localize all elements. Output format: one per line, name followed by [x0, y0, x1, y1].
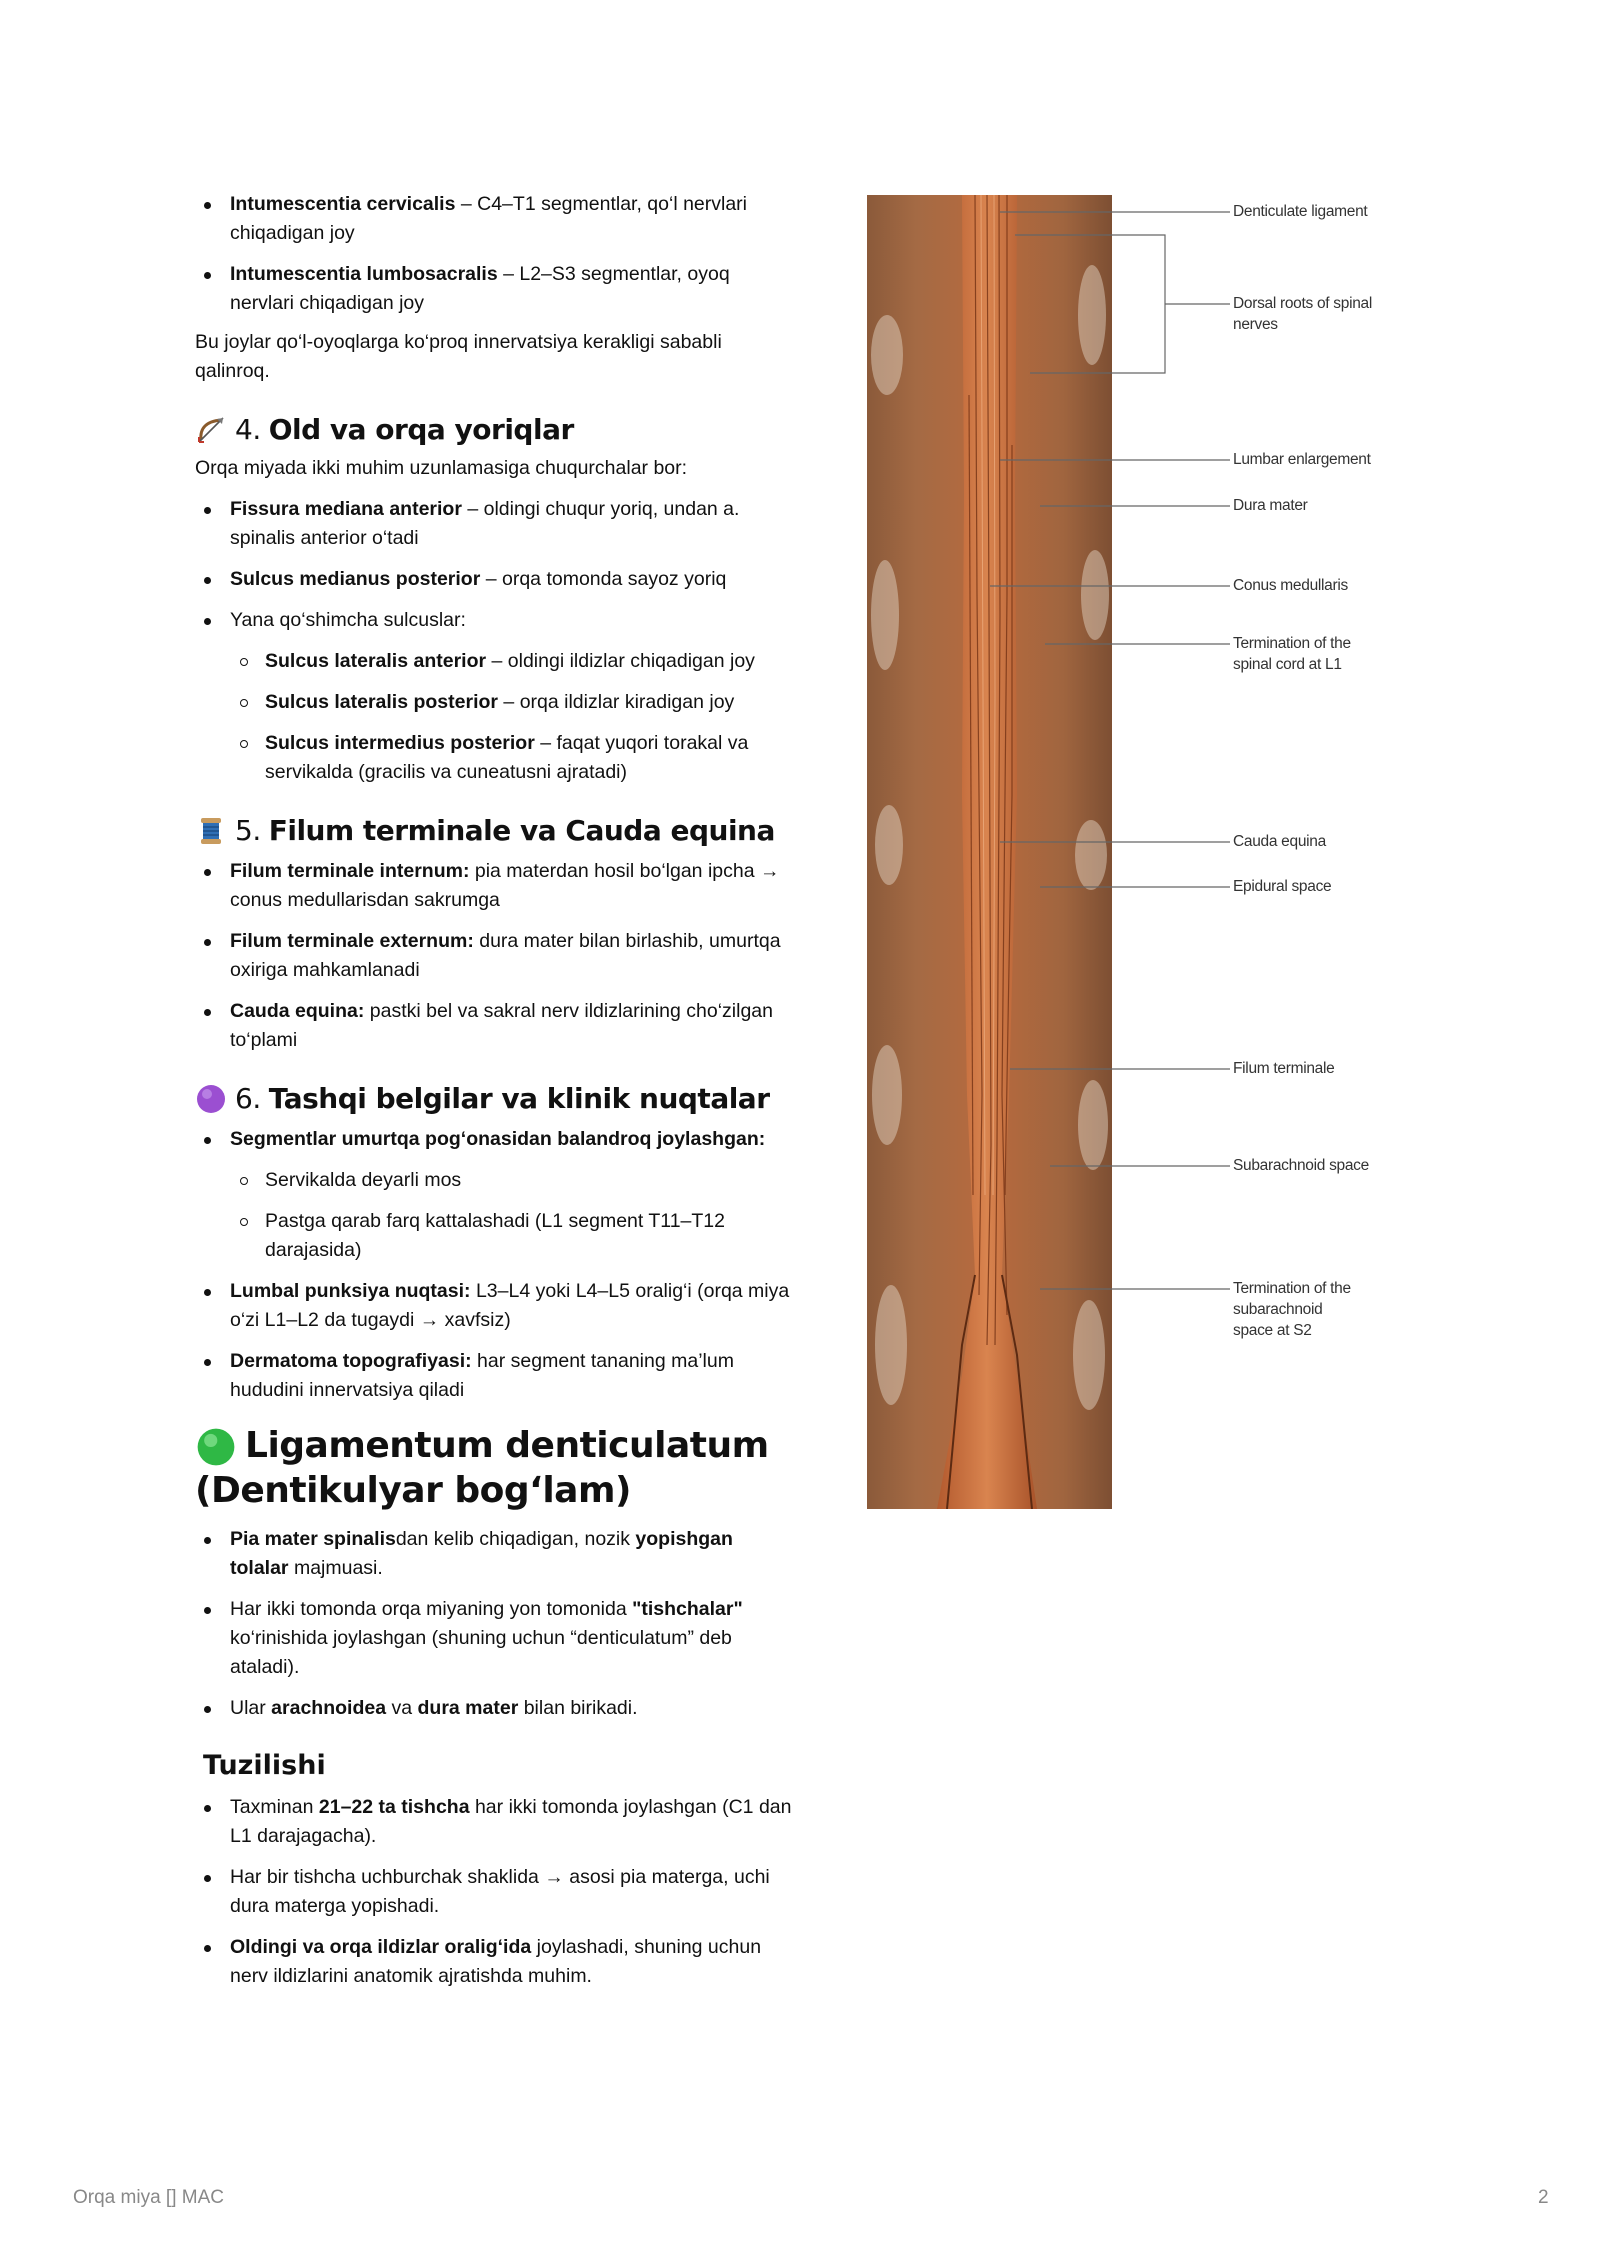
footer-title: Orqa miya [] MAC: [73, 2187, 224, 2208]
section-6-heading: 6. Tashqi belgilar va klinik nuqtalar: [195, 1081, 795, 1117]
green-circle-icon: [195, 1426, 237, 1468]
list-item: Yana qo‘shimcha sulcuslar: Sulcus lateralis anterior – oldingi ildizlar chiqadigan joy Sulcus lateralis posterior – orqa ildizlar kiradigan joy Sulcus intermedius posterior – faqat yuqori torakal va servikalda (gracilis va cuneatusni ajratadi): [195, 606, 795, 787]
ligament-list: [195, 1525, 795, 1723]
section-6-list: [195, 1125, 795, 1405]
list-item: Taxminan 21–22 ta tishcha har ikki tomonda joylashgan (C1 dan L1 darajagacha).: [195, 1793, 795, 1851]
sub-list-item: Sulcus intermedius posterior – faqat yuqori torakal va servikalda (gracilis va cuneatusni ajratadi): [230, 729, 795, 787]
list-item: Sulcus medianus posterior – orqa tomonda sayoz yoriq: [195, 565, 795, 594]
enlargements-list: [195, 190, 795, 318]
figure-leader-lines: [960, 195, 1230, 1315]
label-cauda-equina: Cauda equina: [1233, 833, 1326, 850]
section-5-list: [195, 857, 795, 1055]
label-denticulate-ligament: Denticulate ligament: [1233, 203, 1368, 220]
list-item: Intumescentia cervicalis – C4–T1 segmentlar, qo‘l nervlari chiqadigan joy: [195, 190, 795, 248]
list-item: Filum terminale internum: pia materdan hosil bo‘lgan ipcha → conus medullarisdan sakrumga: [195, 857, 795, 915]
label-dorsal-roots: Dorsal roots of spinal nerves: [1233, 295, 1372, 333]
structure-list: [195, 1793, 795, 1991]
section-5-heading: 5. Filum terminale va Cauda equina: [195, 813, 795, 849]
list-item: Lumbal punksiya nuqtasi: L3–L4 yoki L4–L5 oralig‘i (orqa miya o‘zi L1–L2 da tugaydi → xavfsiz): [195, 1277, 795, 1335]
list-item: Segmentlar umurtqa pog‘onasidan balandroq joylashgan: Servikalda deyarli mos Pastga qarab farq kattalashadi (L1 segment T11–T12 darajasida): [195, 1125, 795, 1265]
enlargements-note: Bu joylar qo‘l-oyoqlarga ko‘proq innervatsiya kerakligi sababli qalinroq.: [195, 331, 722, 382]
list-item: Intumescentia lumbosacralis – L2–S3 segmentlar, oyoq nervlari chiqadigan joy: [195, 260, 795, 318]
list-item: Ular arachnoidea va dura mater bilan birikadi.: [195, 1694, 795, 1723]
label-conus-medullaris: Conus medullaris: [1233, 577, 1348, 594]
sub-list-item: Pastga qarab farq kattalashadi (L1 segment T11–T12 darajasida): [230, 1207, 795, 1265]
label-dura-mater: Dura mater: [1233, 497, 1308, 514]
main-content: [195, 190, 795, 2003]
list-item: Har ikki tomonda orqa miyaning yon tomonida "tishchalar" ko‘rinishida joylashgan (shuning uchun “denticulatum” deb ataladi).: [195, 1595, 795, 1682]
list-item: Fissura mediana anterior – oldingi chuqur yoriq, undan a. spinalis anterior o‘tadi: [195, 495, 795, 553]
purple-circle-icon: [195, 1083, 227, 1115]
label-subarachnoid-space: Subarachnoid space: [1233, 1157, 1369, 1174]
list-item: Dermatoma topografiyasi: har segment tananing ma’lum hududini innervatsiya qiladi: [195, 1347, 795, 1405]
sub-list-item: Servikalda deyarli mos: [230, 1166, 795, 1195]
section-4-heading: 4. Old va orqa yoriqlar: [195, 412, 795, 448]
list-item: Oldingi va orqa ildizlar oralig‘ida joylashadi, shuning uchun nerv ildizlarini anatomik ajratishda muhim.: [195, 1933, 795, 1991]
sub-list-item: Sulcus lateralis anterior – oldingi ildizlar chiqadigan joy: [230, 647, 795, 676]
list-item: Har bir tishcha uchburchak shaklida → asosi pia materga, uchi dura materga yopishadi.: [195, 1863, 795, 1921]
label-filum-terminale: Filum terminale: [1233, 1060, 1335, 1077]
segments-sublist: [230, 1166, 795, 1265]
bow-and-arrow-icon: [195, 414, 227, 446]
section-4-intro: Orqa miyada ikki muhim uzunlamasiga chuqurchalar bor:: [195, 457, 688, 479]
label-epidural-space: Epidural space: [1233, 878, 1332, 895]
label-lumbar-enlargement: Lumbar enlargement: [1233, 451, 1371, 468]
section-4-list: [195, 495, 795, 787]
label-termination-spinal-cord: Termination of the spinal cord at L1: [1233, 635, 1351, 673]
list-item: Cauda equina: pastki bel va sakral nerv ildizlarining cho‘zilgan to‘plami: [195, 997, 795, 1055]
leader-line: [1015, 235, 1165, 373]
sulcus-sublist: [230, 647, 795, 787]
sub-list-item: Sulcus lateralis posterior – orqa ildizlar kiradigan joy: [230, 688, 795, 717]
page-number: 2: [1538, 2187, 1549, 2208]
label-termination-subarachnoid: Termination of the subarachnoid space at S2: [1233, 1280, 1351, 1339]
structure-heading: Tuzilishi: [203, 1750, 326, 1781]
list-item: Filum terminale externum: dura mater bilan birlashib, umurtqa oxiriga mahkamlanadi: [195, 927, 795, 985]
list-item: Pia mater spinalisdan kelib chiqadigan, nozik yopishgan tolalar majmuasi.: [195, 1525, 795, 1583]
spool-of-thread-icon: [195, 815, 227, 847]
ligament-heading: Ligamentum denticulatum (Dentikulyar bog‘lam): [195, 1425, 769, 1511]
